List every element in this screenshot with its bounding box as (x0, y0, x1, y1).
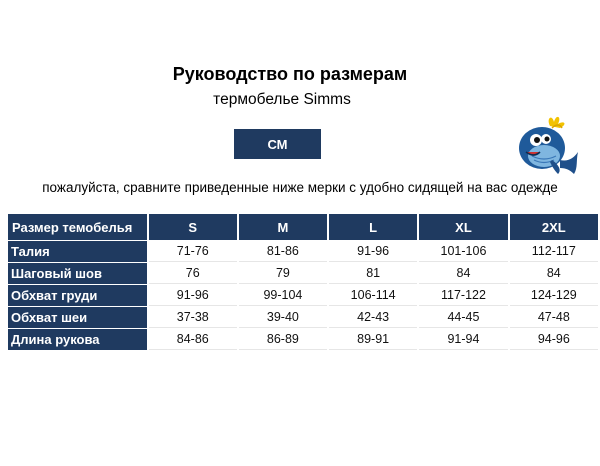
corner-header: Размер темобелья (8, 214, 147, 240)
row-label-sleeve: Длина рукова (8, 329, 147, 350)
row-label-waist: Талия (8, 241, 147, 262)
instruction-text: пожалуйста, сравните приведенные ниже мерки с удобно сидящей на вас одежде (42, 180, 558, 195)
row-label-inseam: Шаговый шов (8, 263, 147, 284)
cell-value: 99-104 (239, 285, 327, 306)
page-subtitle: термобелье Simms (213, 91, 351, 108)
size-chart-table (6, 213, 600, 351)
size-header-s: S (149, 214, 237, 240)
cell-value: 81-86 (239, 241, 327, 262)
cell-value: 86-89 (239, 329, 327, 350)
whale-mascot-icon (516, 112, 582, 180)
cell-value: 42-43 (329, 307, 417, 328)
unit-cm-button[interactable] (234, 129, 321, 159)
table-row (8, 285, 598, 306)
table-header-row (8, 214, 598, 240)
table-row (8, 307, 598, 328)
cell-value: 84 (419, 263, 507, 284)
row-label-neck: Обхват шеи (8, 307, 147, 328)
table-row (8, 241, 598, 262)
size-header-2xl: 2XL (510, 214, 598, 240)
cell-value: 91-96 (149, 285, 237, 306)
cell-value: 84-86 (149, 329, 237, 350)
cell-value: 39-40 (239, 307, 327, 328)
row-label-chest: Обхват груди (8, 285, 147, 306)
cell-value: 37-38 (149, 307, 237, 328)
cell-value: 112-117 (510, 241, 598, 262)
unit-cm-label: СМ (267, 136, 288, 152)
cell-value: 89-91 (329, 329, 417, 350)
cell-value: 91-96 (329, 241, 417, 262)
cell-value: 124-129 (510, 285, 598, 306)
size-header-xl: XL (419, 214, 507, 240)
cell-value: 91-94 (419, 329, 507, 350)
cell-value: 79 (239, 263, 327, 284)
table-row (8, 329, 598, 350)
size-header-m: M (239, 214, 327, 240)
cell-value: 71-76 (149, 241, 237, 262)
table-row (8, 263, 598, 284)
cell-value: 84 (510, 263, 598, 284)
cell-value: 81 (329, 263, 417, 284)
page-title: Руководство по размерам (172, 64, 408, 84)
size-header-l: L (329, 214, 417, 240)
cell-value: 47-48 (510, 307, 598, 328)
cell-value: 106-114 (329, 285, 417, 306)
cell-value: 117-122 (419, 285, 507, 306)
cell-value: 76 (149, 263, 237, 284)
cell-value: 101-106 (419, 241, 507, 262)
cell-value: 94-96 (510, 329, 598, 350)
cell-value: 44-45 (419, 307, 507, 328)
